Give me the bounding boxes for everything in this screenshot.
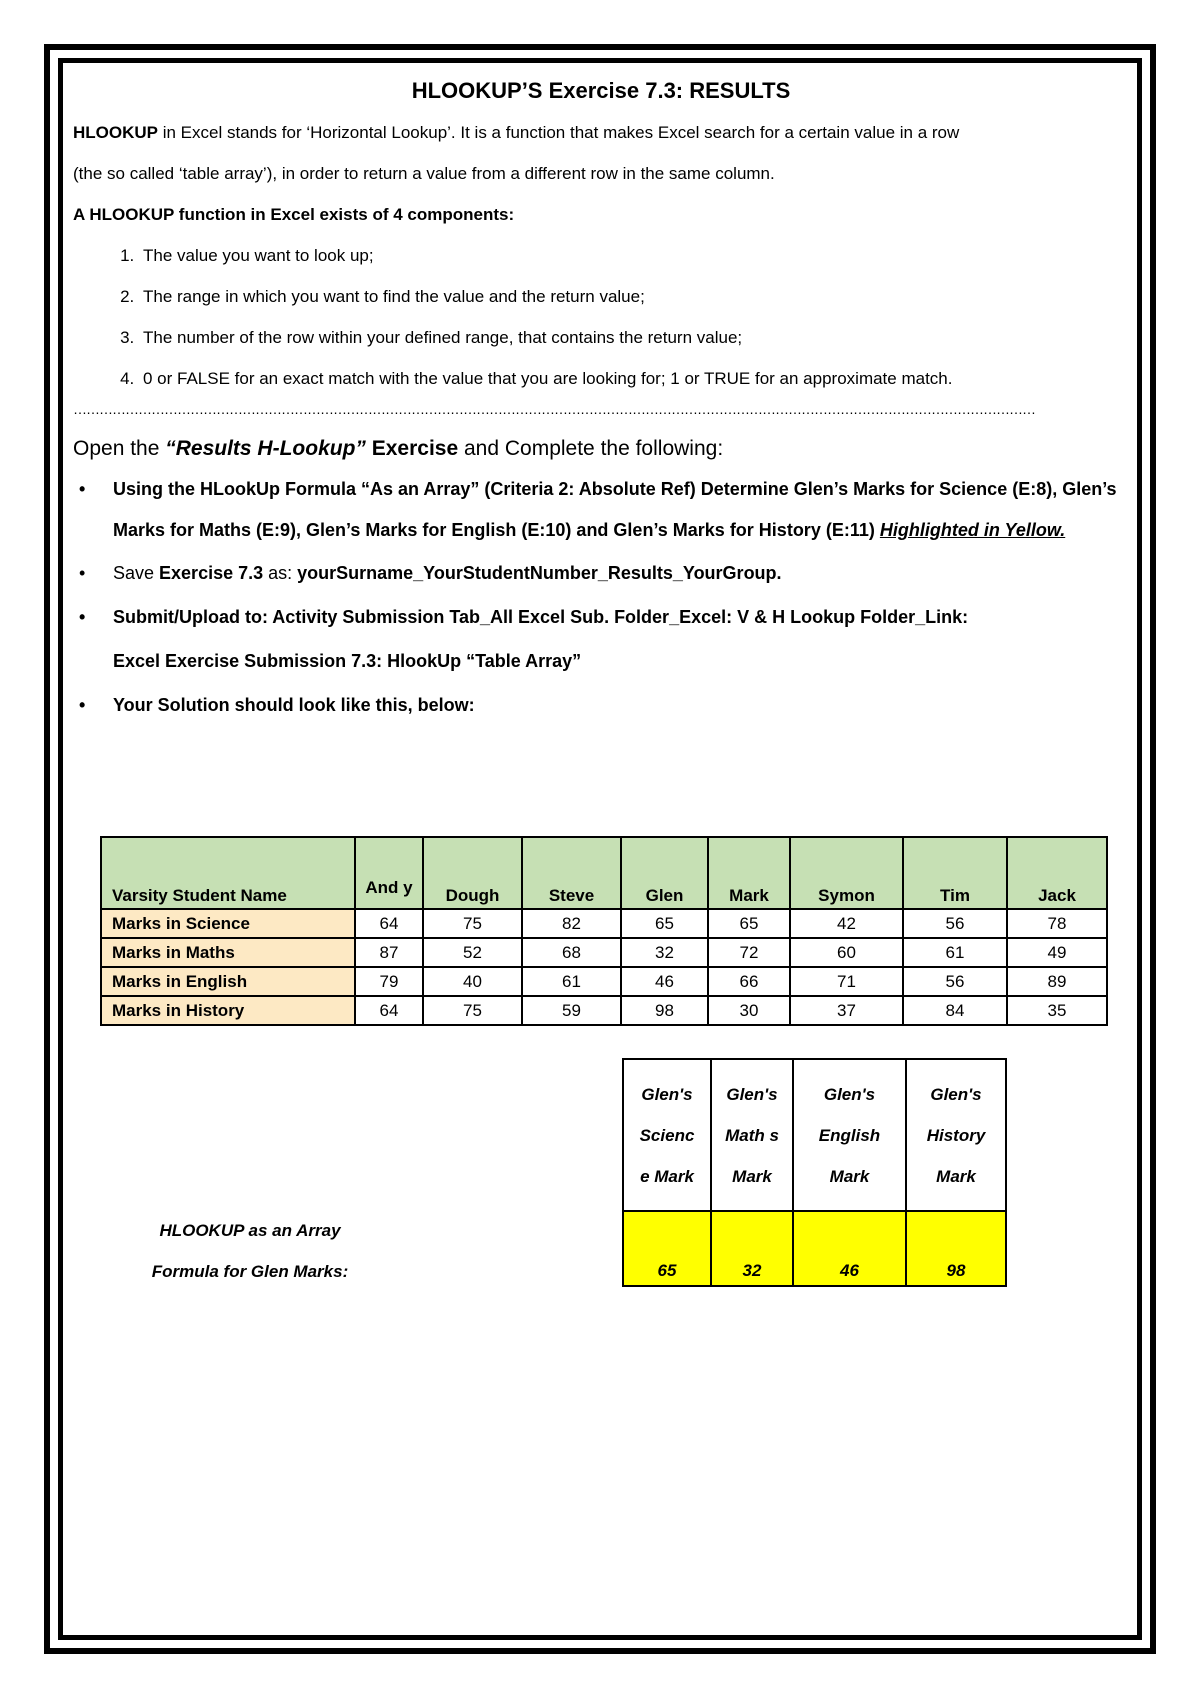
row-label: Marks in English <box>101 967 355 996</box>
table-cell: 40 <box>423 967 522 996</box>
glen-header-cell: Glen's English Mark <box>793 1059 906 1211</box>
highlighted-note: Highlighted in Yellow. <box>879 520 1066 540</box>
table-cell: 75 <box>423 996 522 1025</box>
task-heading <box>73 429 1129 469</box>
table-cell: 71 <box>790 967 903 996</box>
table-cell: 52 <box>423 938 522 967</box>
row-label: Marks in Maths <box>101 938 355 967</box>
bullet-icon: • <box>79 607 86 627</box>
hlookup-label-line-1: HLOOKUP as an Array <box>159 1221 341 1240</box>
table-cell: 66 <box>708 967 790 996</box>
table-row <box>101 967 1107 996</box>
table-cell: 64 <box>355 909 423 938</box>
header-cell: Tim <box>903 837 1007 909</box>
task-list <box>73 469 1129 727</box>
row-label: Marks in Science <box>101 909 355 938</box>
document-body <box>73 70 1129 727</box>
glen-header-row <box>623 1059 1006 1211</box>
dotted-separator: …………………………………………………………………………………………………………………………………………………………………………………………………… <box>73 401 1035 417</box>
components-list <box>73 235 1129 399</box>
task-save-filename: yourSurname_YourStudentNumber_Results_YourGroup. <box>297 563 782 583</box>
glen-header-cell: Glen's Scienc e Mark <box>623 1059 711 1211</box>
table-cell: 61 <box>903 938 1007 967</box>
table-cell: 56 <box>903 967 1007 996</box>
table-cell: 61 <box>522 967 621 996</box>
table-cell: 42 <box>790 909 903 938</box>
table-cell: 35 <box>1007 996 1107 1025</box>
task-heading-exercise: Exercise <box>365 437 459 460</box>
component-item: 2. The range in which you want to find the value and the return value; <box>139 276 1129 317</box>
table-cell: 65 <box>621 909 708 938</box>
task-save-exercise: Exercise 7.3 <box>159 563 264 583</box>
table-cell: 82 <box>522 909 621 938</box>
task-heading-rest: and Complete the following: <box>458 437 724 460</box>
task-item-save <box>79 551 1129 595</box>
task-item-submit <box>79 595 1129 683</box>
intro-term: HLOOKUP <box>73 123 158 142</box>
glen-value-cell: 98 <box>906 1211 1006 1286</box>
component-item: 3. The number of the row within your defined range, that contains the return value; <box>139 317 1129 358</box>
table-cell: 75 <box>423 909 522 938</box>
table-cell: 32 <box>621 938 708 967</box>
header-cell: Glen <box>621 837 708 909</box>
task-item-hlookup <box>79 469 1129 551</box>
table-cell: 89 <box>1007 967 1107 996</box>
component-item: 4. 0 or FALSE for an exact match with the value that you are looking for; 1 or TRUE for an approximate match. <box>139 358 1129 399</box>
task-solution-text: Your Solution should look like this, below: <box>113 695 475 715</box>
table-cell: 68 <box>522 938 621 967</box>
exercise-file-name: “Results H-Lookup” <box>165 437 366 460</box>
task-item-solution <box>79 683 1129 727</box>
table-cell: 64 <box>355 996 423 1025</box>
header-cell: Varsity Student Name <box>101 837 355 909</box>
table-cell: 49 <box>1007 938 1107 967</box>
header-cell: Symon <box>790 837 903 909</box>
page-title: HLOOKUP’S Exercise 7.3: RESULTS <box>411 78 791 103</box>
table-cell: 56 <box>903 909 1007 938</box>
component-item: 1. The value you want to look up; <box>139 235 1129 276</box>
header-cell: And y <box>355 837 423 909</box>
glen-header-cell: Glen's History Mark <box>906 1059 1006 1211</box>
table-cell: 79 <box>355 967 423 996</box>
table-row <box>101 938 1107 967</box>
header-cell: Steve <box>522 837 621 909</box>
task-save-prefix: Save <box>113 563 160 583</box>
table-cell: 30 <box>708 996 790 1025</box>
header-cell: Mark <box>708 837 790 909</box>
glen-value-cell: 65 <box>623 1211 711 1286</box>
bullet-icon: • <box>79 479 86 499</box>
table-cell: 87 <box>355 938 423 967</box>
task-submit-text: Submit/Upload to: Activity Submission Tab_All Excel Sub. Folder_Excel: V & H Lookup Folder_Link: <box>113 607 969 627</box>
components-heading: A HLOOKUP function in Excel exists of 4 components: <box>73 205 515 224</box>
marks-table <box>100 836 1108 1026</box>
row-label: Marks in History <box>101 996 355 1025</box>
glen-value-cell: 46 <box>793 1211 906 1286</box>
intro-line-2: (the so called ‘table array’), in order to return a value from a different row in the same column. <box>73 164 775 183</box>
glen-value-cell: 32 <box>711 1211 793 1286</box>
table-cell: 84 <box>903 996 1007 1025</box>
table-row <box>101 996 1107 1025</box>
task-hlookup-text: Using the HLookUp Formula “As an Array” (Criteria 2: Absolute Ref) Determine Glen’s Marks for Science (E:8), Glen’s Marks for Maths (E:9), Glen’s Marks for English (E:10) and Glen’s Marks for History (E:11) <box>113 479 1117 540</box>
bullet-icon: • <box>79 695 86 715</box>
intro-line-1-text: in Excel stands for ‘Horizontal Lookup’. It is a function that makes Excel search for a certain value in a row <box>158 123 960 142</box>
task-save-as: as: <box>263 563 298 583</box>
task-submit-text-2: Excel Exercise Submission 7.3: HlookUp “Table Array” <box>113 651 582 671</box>
table-cell: 78 <box>1007 909 1107 938</box>
header-cell: Dough <box>423 837 522 909</box>
table-cell: 72 <box>708 938 790 967</box>
glen-values-row <box>623 1211 1006 1286</box>
table-cell: 46 <box>621 967 708 996</box>
glen-header-cell: Glen's Math s Mark <box>711 1059 793 1211</box>
table-cell: 37 <box>790 996 903 1025</box>
header-cell: Jack <box>1007 837 1107 909</box>
table-row <box>101 909 1107 938</box>
table-cell: 60 <box>790 938 903 967</box>
bullet-icon: • <box>79 563 86 583</box>
intro-line-1 <box>73 112 1129 153</box>
glen-results-table <box>622 1058 1007 1287</box>
table-cell: 98 <box>621 996 708 1025</box>
hlookup-formula-label <box>100 1210 400 1292</box>
table-cell: 65 <box>708 909 790 938</box>
table-cell: 59 <box>522 996 621 1025</box>
task-heading-open: Open the <box>73 437 166 460</box>
hlookup-label-line-2: Formula for Glen Marks: <box>151 1262 349 1281</box>
table-header-row <box>101 837 1107 909</box>
